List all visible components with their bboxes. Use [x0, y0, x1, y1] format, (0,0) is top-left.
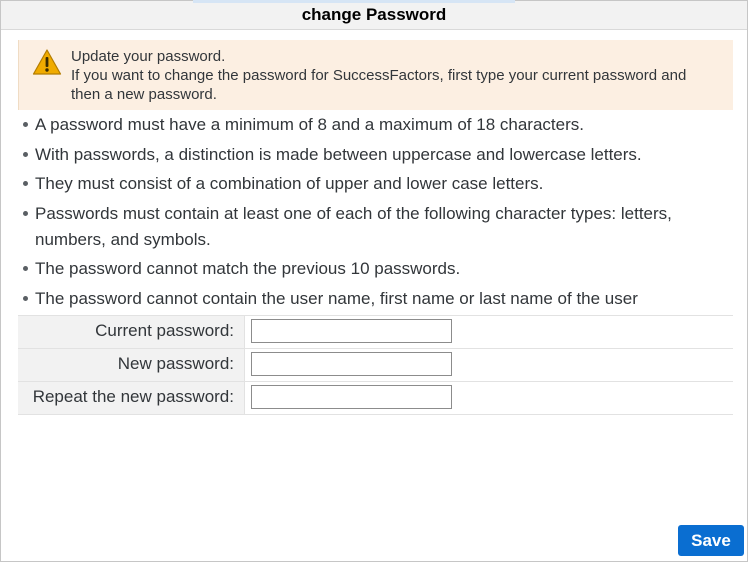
- password-rule-item: A password must have a minimum of 8 and a maximum of 18 characters.: [18, 112, 732, 138]
- warning-title: Update your password.: [71, 48, 226, 65]
- bullet-dot: [23, 211, 28, 216]
- password-rule-item: The password cannot contain the user name, first name or last name of the user: [18, 286, 732, 312]
- warning-message: [18, 40, 733, 110]
- password-rule-item: Passwords must contain at least one of each of the following character types: letters, numbers, and symbols.: [18, 201, 732, 253]
- bullet-dot: [23, 266, 28, 271]
- bullet-dot: [23, 181, 28, 186]
- repeat-password-row: [18, 382, 733, 415]
- repeat-password-label: Repeat the new password:: [32, 387, 234, 406]
- warning-description: If you want to change the password for SuccessFactors, first type your current password and then a new password.: [71, 67, 687, 103]
- new-password-row: [18, 349, 733, 382]
- bullet-dot: [23, 296, 28, 301]
- current-password-label: Current password:: [95, 321, 234, 340]
- new-password-input[interactable]: [251, 352, 452, 376]
- bullet-dot: [23, 122, 28, 127]
- dialog-title: change Password: [1, 1, 747, 30]
- bullet-dot: [23, 152, 28, 157]
- repeat-password-input[interactable]: [251, 385, 452, 409]
- password-rule-item: With passwords, a distinction is made between uppercase and lowercase letters.: [18, 142, 732, 168]
- save-button[interactable]: Save: [678, 525, 744, 556]
- current-password-input[interactable]: [251, 319, 452, 343]
- password-rule-item: The password cannot match the previous 10 passwords.: [18, 256, 732, 282]
- new-password-label: New password:: [117, 354, 234, 373]
- password-rule-item: They must consist of a combination of upper and lower case letters.: [18, 171, 732, 197]
- password-form: [18, 315, 733, 415]
- warning-icon: [32, 48, 62, 76]
- current-password-row: [18, 316, 733, 349]
- password-rules-list: [18, 112, 732, 316]
